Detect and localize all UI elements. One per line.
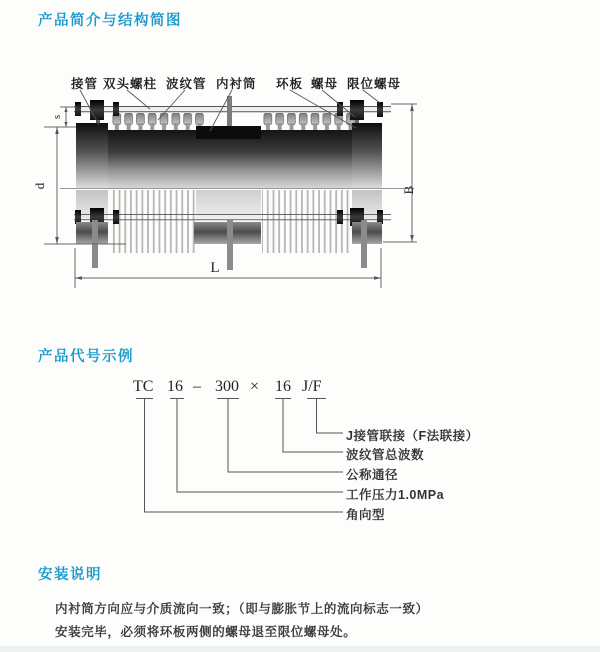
section-title-install: 安装说明 xyxy=(38,567,102,583)
code-legend-nominal-diameter: 公称通径 xyxy=(346,468,399,482)
label-ring-plate: 环板 xyxy=(276,77,304,91)
label-double-end-stud: 双头螺柱 xyxy=(103,77,158,91)
code-legend-working-pressure: 工作压力1.0MPa xyxy=(346,488,445,502)
code-token-type: TC xyxy=(133,378,154,395)
section-title-code-example: 产品代号示例 xyxy=(38,349,134,365)
code-token-dash: – xyxy=(193,378,201,395)
dim-d: d xyxy=(32,182,47,190)
code-legend-angular-type: 角向型 xyxy=(346,508,386,522)
label-nut: 螺母 xyxy=(311,77,339,91)
code-legend-wave-count: 波纹管总波数 xyxy=(346,448,425,462)
dim-b: B xyxy=(401,185,416,195)
page-bottom-edge xyxy=(0,646,600,652)
dim-l: L xyxy=(210,260,220,276)
label-connecting-pipe: 接管 xyxy=(71,77,99,91)
code-token-pressure: 16 xyxy=(167,378,183,395)
code-legend-connection: J接管联接（F法联接） xyxy=(346,429,479,443)
diagram-lower-half xyxy=(74,190,391,270)
code-token-waves: 16 xyxy=(275,378,291,395)
install-line-nut-position: 安装完毕，必须将环板两侧的螺母退至限位螺母处。 xyxy=(55,625,357,639)
code-connector-lines xyxy=(0,396,600,521)
code-token-times: × xyxy=(250,378,260,395)
dim-s: s xyxy=(51,114,63,120)
code-token-diameter: 300 xyxy=(215,378,239,395)
label-bellows: 波纹管 xyxy=(166,77,207,91)
label-limit-nut: 限位螺母 xyxy=(347,77,402,91)
label-inner-liner: 内衬筒 xyxy=(216,77,257,91)
section-title-overview: 产品简介与结构简图 xyxy=(38,13,182,29)
install-line-flow-direction: 内衬筒方向应与介质流向一致；（即与膨胀节上的流向标志一致） xyxy=(55,602,429,616)
code-token-connection: J/F xyxy=(302,378,322,395)
diagram-upper-half xyxy=(74,96,391,188)
